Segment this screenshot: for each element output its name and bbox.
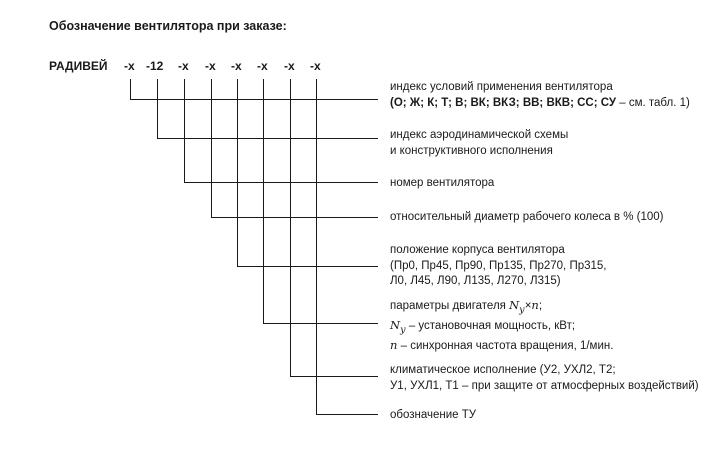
item-3-line-1: номер вентилятора	[390, 177, 495, 189]
item-1-codes: (О; Ж; К; Т; В; ВК; ВКЗ; ВВ; ВКВ; СС; СУ	[390, 96, 617, 109]
item-7-line-2: У1, УХЛ1, Т1 – при защите от атмосферных воздействий)	[390, 379, 699, 392]
power-subscript: у	[519, 304, 525, 316]
item-6-line-2	[390, 318, 720, 338]
item-2-line-2: и конструктивного исполнения	[390, 144, 553, 157]
connector-5	[238, 79, 379, 267]
item-5-line-1: положение корпуса вентилятора	[390, 244, 565, 256]
item-1-line-1: индекс условий применения вентилятора	[390, 81, 613, 93]
times-sign: ×	[524, 300, 532, 312]
code-part-3: -х	[178, 59, 189, 73]
connector-3	[185, 79, 379, 183]
item-1-line-2	[390, 96, 720, 112]
item-1-ref: – см. табл. 1)	[616, 96, 690, 109]
power-desc: – установочная мощность, кВт;	[405, 319, 576, 332]
connector-2	[158, 79, 379, 139]
item-tu	[390, 408, 720, 424]
code-part-4: -х	[205, 59, 216, 73]
code-part-2: -12	[146, 59, 164, 73]
item-4-line-1: относительный диаметр рабочего колеса в % (100)	[390, 211, 664, 223]
item-5-line-3: Л0, Л45, Л90, Л135, Л270, Л315)	[390, 275, 561, 287]
item-6-line-3	[390, 338, 720, 355]
code-name: РАДИВЕЙ	[49, 59, 108, 73]
connector-7	[291, 79, 379, 377]
connector-8	[317, 79, 379, 415]
power-symbol: N	[509, 298, 520, 312]
page-title: Обозначение вентилятора при заказе:	[49, 19, 287, 33]
item-6-line-1	[390, 298, 720, 318]
item-motor-params	[390, 298, 720, 354]
code-part-5: -х	[231, 59, 242, 73]
item-wheel-diameter	[390, 210, 720, 226]
item-8-line-1: обозначение ТУ	[390, 409, 477, 421]
speed-desc: – синхронная частота вращения, 1/мин.	[397, 339, 614, 352]
code-part-7: -х	[284, 59, 295, 73]
code-part-6: -х	[257, 59, 268, 73]
connector-6	[264, 79, 379, 324]
power-subscript-2: у	[400, 324, 406, 336]
item-aero-scheme	[390, 128, 720, 159]
item-application-index	[390, 80, 720, 111]
item-5-line-2: (Пр0, Пр45, Пр90, Пр135, Пр270, Пр315,	[390, 259, 607, 272]
speed-symbol-2: n	[390, 337, 398, 352]
item-housing-position	[390, 243, 720, 290]
item-climate	[390, 363, 720, 394]
power-symbol-2: N	[390, 317, 401, 332]
item-2-line-1: индекс аэродинамической схемы	[390, 129, 569, 141]
semicolon: ;	[538, 300, 543, 312]
code-part-8: -х	[310, 59, 321, 73]
speed-symbol: n	[531, 298, 539, 312]
connector-1	[131, 79, 379, 100]
code-part-1: -х	[124, 59, 135, 73]
item-6-label: параметры двигателя	[390, 300, 510, 312]
item-7-line-1: климатическое исполнение (У2, УХЛ2, Т2;	[390, 364, 616, 376]
item-fan-number	[390, 176, 720, 192]
